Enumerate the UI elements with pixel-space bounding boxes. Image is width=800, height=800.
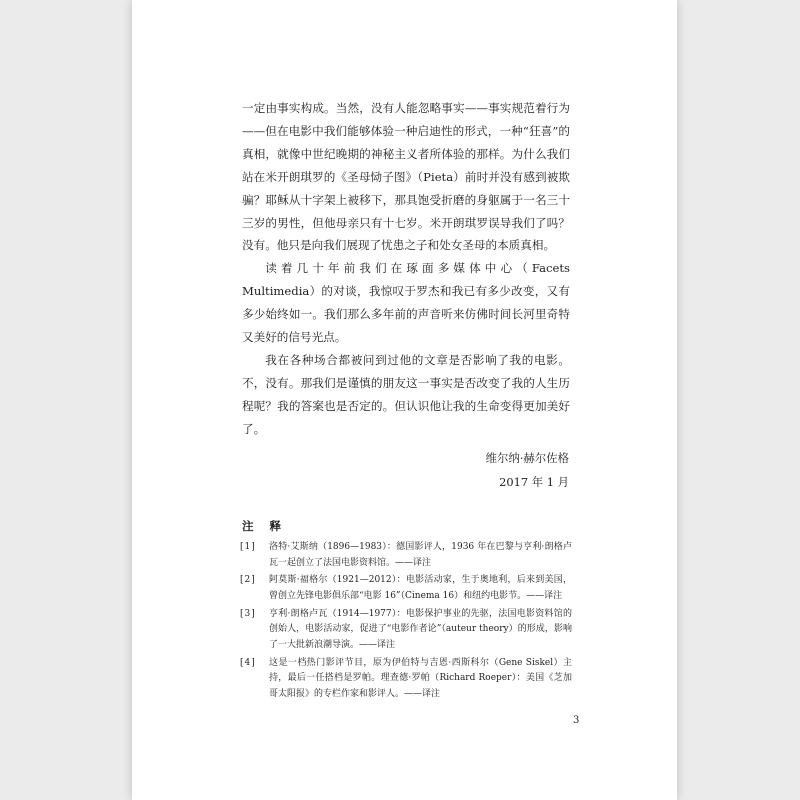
note-number: [3] <box>240 608 256 619</box>
page-number: 3 <box>573 715 580 726</box>
paragraph: 读着几十年前我们在琢面多媒体中心（Facets Multimedia）的对谈，我惊叹于罗杰和我已有多少改变，又有多少始终如一。我们那么多年前的声音听来仿佛时间长河里奇特又美好的信号光点。 <box>242 261 570 345</box>
note-text: 这是一档热门影评节目，原为伊伯特与吉恩·西斯科尔（Gene Siskel）主持，最后一任搭档是罗帕。理查德·罗帕（Richard Roeper）：美国《芝加哥太阳报》的专栏作家和影评人。——译注 <box>269 657 572 699</box>
author-name: 维尔纳·赫尔佐格 <box>485 451 569 465</box>
note-text: 洛特·艾斯纳（1896—1983）：德国影评人，1936 年在巴黎与亨利·朗格卢瓦一起创立了法国电影资料馆。——译注 <box>269 542 572 568</box>
note-number: [2] <box>240 575 256 586</box>
notes-title: 注 释 <box>242 519 288 533</box>
paragraph: 一定由事实构成。当然，没有人能忽略事实——事实规范着行为——但在电影中我们能够体验一种启迪性的形式，一种“狂喜”的真相，就像中世纪晚期的神秘主义者所体验的那样。为什么我们站在米开朗琪罗的《圣母恸子图》（Pieta）前时并没有感到被欺骗？耶稣从十字架上被移下，那具饱受折磨的身躯属于一名三十三岁的男性，但他母亲只有十七岁。米开朗琪罗误导我们了吗？没有。他只是向我们展现了忧患之子和处女圣母的本质真相。 <box>242 101 570 253</box>
signature-block <box>486 447 569 494</box>
note-text: 阿莫斯·福格尔（1921—2012）：电影活动家，生于奥地利，后来到美国，曾创立先锋电影俱乐部“电影 16”（Cinema 16）和纽约电影节。——译注 <box>269 575 572 601</box>
notes-list <box>240 540 572 705</box>
note-item <box>240 540 572 571</box>
note-number: [4] <box>240 657 256 668</box>
note-item <box>240 607 572 654</box>
paragraph: 我在各种场合都被问到过他的文章是否影响了我的电影。不，没有。那我们是谨慎的朋友这一事实是否改变了我的人生历程呢？我的答案也是否定的。但认识他让我的生命变得更加美好了。 <box>242 352 570 436</box>
note-item <box>240 573 572 604</box>
signature-date: 2017 年 1 月 <box>499 474 569 489</box>
notes-heading <box>242 518 287 534</box>
note-text: 亨利·朗格卢瓦（1914—1977）：电影保护事业的先驱，法国电影资料馆的创始人，电影活动家，促进了“电影作者论”（auteur theory）的形成，影响了一大批新浪潮导演。——译注 <box>269 608 572 650</box>
note-number: [1] <box>240 542 256 552</box>
book-page <box>132 0 677 800</box>
note-item <box>240 656 572 703</box>
body-text <box>242 97 570 441</box>
